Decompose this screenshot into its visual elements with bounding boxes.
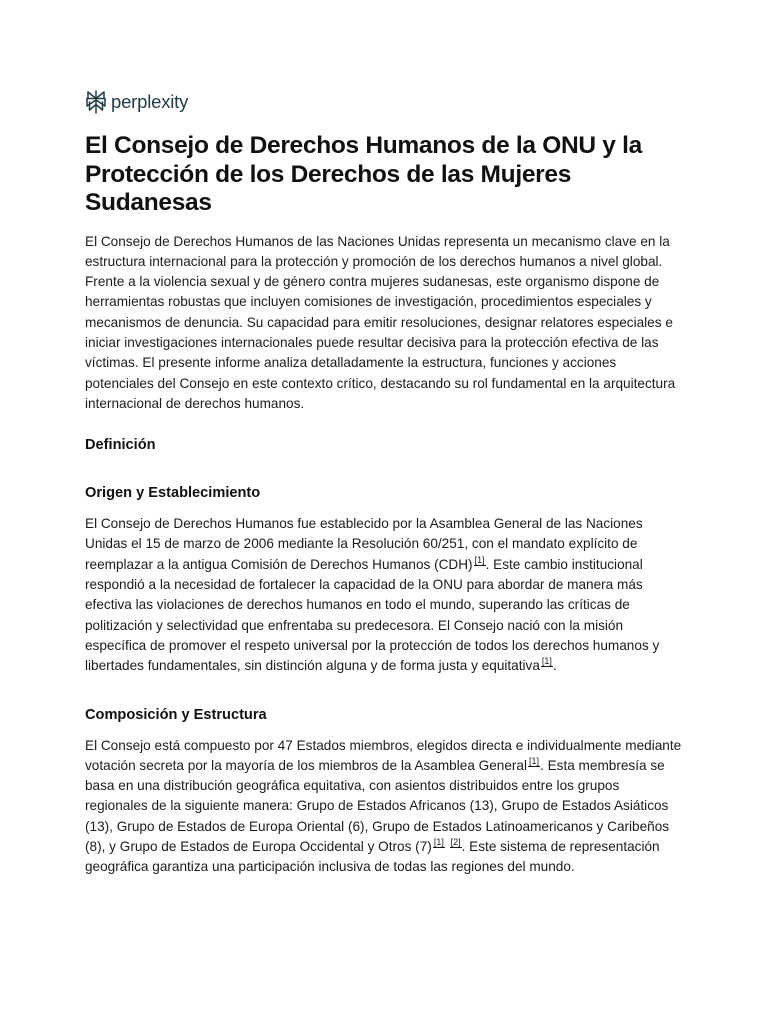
paragraph-text: . Este sistema de representación geográfica garantiza una participación inclusiva de todas las regiones del mundo.	[85, 839, 660, 875]
origen-paragraph	[85, 514, 683, 676]
subsection-heading-origen: Origen y Establecimiento	[85, 485, 261, 502]
composicion-paragraph	[85, 736, 683, 878]
citation-link[interactable]: [2]	[450, 837, 461, 848]
citation-link[interactable]: [1]	[529, 755, 540, 766]
intro-paragraph: El Consejo de Derechos Humanos de las Naciones Unidas representa un mecanismo clave en la estructura internacional para la protección y promoción de los derechos humanos a nivel global. Frente a la violencia sexual y de género contra mujeres sudanesas, este organismo dispone de herramientas robustas que incluyen comisiones de investigación, procedimientos especiales y mecanismos de denuncia. Su capacidad para emitir resoluciones, designar relatores especiales e iniciar investigaciones internacionales puede resultar decisiva para la protección efectiva de las víctimas. El presente informe analiza detalladamente la estructura, funciones y acciones potenciales del Consejo en este contexto crítico, destacando su rol fundamental en la arquitectura internacional de derechos humanos.	[85, 233, 676, 411]
perplexity-logo-icon	[85, 90, 107, 114]
paragraph-text: . Este cambio institucional respondió a la necesidad de fortalecer la capacidad de la ONU para abordar de manera más efectiva las violaciones de derechos humanos en todo el mundo, superando las críticas de politización y selectividad que enfrentaba su predecesora. El Consejo nació con la misión específica de promover el respeto universal por la protección de todos los derechos humanos y libertades fundamentales, sin distinción alguna y de forma justa y equitativa	[85, 556, 660, 674]
citation-link[interactable]: [1]	[474, 554, 485, 565]
paragraph-text: .	[552, 658, 557, 674]
section-heading-definicion: Definición	[85, 437, 156, 454]
citation-link[interactable]: [1]	[433, 837, 444, 848]
document-page	[85, 86, 683, 878]
brand-logo	[85, 86, 683, 118]
document-title: El Consejo de Derechos Humanos de la ONU y la Protección de los Derechos de las Mujeres Sudanesas	[85, 132, 642, 216]
paragraph-text: . Esta membresía se basa en una distribución geográfica equitativa, con asientos distribuidos entre los grupos regionales de la siguiente manera: Grupo de Estados Africanos (13), Grupo de Estados Asiáticos (13), Grupo de Estados de Europa Oriental (6), Grupo de Estados Latinoamericanos y Caribeños (8), y Grupo de Estados de Europa Occidental y Otros (7)	[85, 757, 670, 855]
citation-link[interactable]: [1]	[541, 656, 552, 667]
logo-text: perplexity	[111, 91, 189, 112]
paragraph-text: El Consejo está compuesto por 47 Estados miembros, elegidos directa e individualmente mediante votación secreta por la mayoría de los miembros de la Asamblea General	[85, 737, 682, 773]
paragraph-text: El Consejo de Derechos Humanos fue establecido por la Asamblea General de las Naciones Unidas el 15 de marzo de 2006 mediante la Resolución 60/251, con el mandato explícito de reemplazar a la antigua Comisión de Derechos Humanos (CDH)	[85, 516, 643, 572]
subsection-heading-composicion: Composición y Estructura	[85, 706, 267, 723]
